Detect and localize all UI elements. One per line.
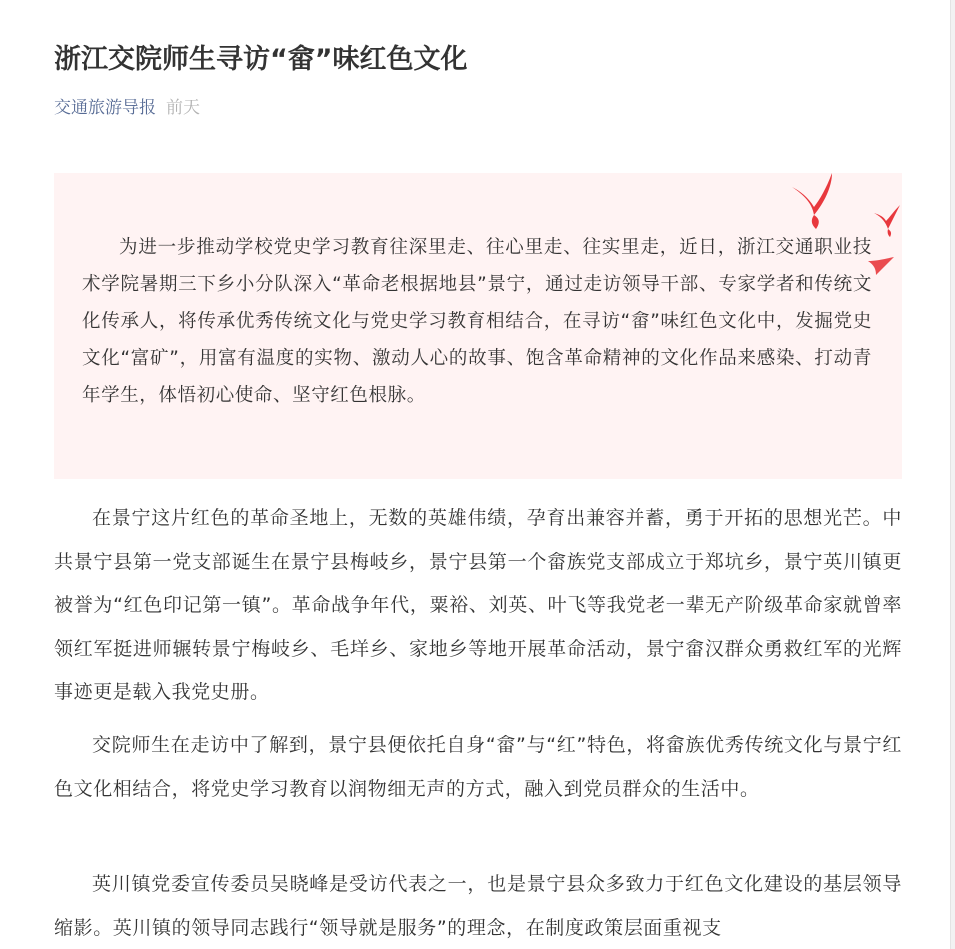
article-meta [54,95,200,121]
intro-box [54,173,902,479]
bird-icon [812,215,819,229]
intro-paragraph: 为进一步推动学校党史学习教育往深里走、往心里走、往实里走，近日，浙江交通职业技术学院暑期三下乡小分队深入“革命老根据地县”景宁，通过走访领导干部、专家学者和传统文化传承人，将传承优秀传统文化与党史学习教育相结合，在寻访“畲”味红色文化中，发掘党史文化“富矿”，用富有温度的实物、激动人心的故事、饱含革命精神的文化作品来感染、打动青年学生，体悟初心使命、坚守红色根脉。 [82,237,872,406]
bird-icon [874,205,900,229]
scrollbar[interactable] [950,0,955,949]
body-paragraph: 交院师生在走访中了解到，景宁县便依托自身“畲”与“红”特色，将畲族优秀传统文化与景宁红色文化相结合，将党史学习教育以润物细无声的方式，融入到党员群众的生活中。 [54,734,902,800]
bird-icon [792,173,832,215]
body-paragraph: 英川镇党委宣传委员吴晓峰是受访代表之一，也是景宁县众多致力于红色文化建设的基层领导缩影。英川镇的领导同志践行“领导就是服务”的理念，在制度政策层面重视支 [54,873,902,939]
bird-icon [888,229,891,237]
article-title: 浙江交院师生寻访“畲”味红色文化 [54,44,468,75]
source-link[interactable]: 交通旅游导报 [54,98,156,118]
publish-time: 前天 [166,98,200,118]
body-paragraph: 在景宁这片红色的革命圣地上，无数的英雄伟绩，孕育出兼容并蓄，勇于开拓的思想光芒。中共景宁县第一党支部诞生在景宁县梅岐乡，景宁县第一个畲族党支部成立于郑坑乡，景宁英川镇更被誉为“红色印记第一镇”。革命战争年代，粟裕、刘英、叶飞等我党老一辈无产阶级革命家就曾率领红军挺进师辗转景宁梅岐乡、毛垟乡、家地乡等地开展革命活动，景宁畲汉群众勇救红军的光辉事迹更是载入我党史册。 [54,507,902,703]
